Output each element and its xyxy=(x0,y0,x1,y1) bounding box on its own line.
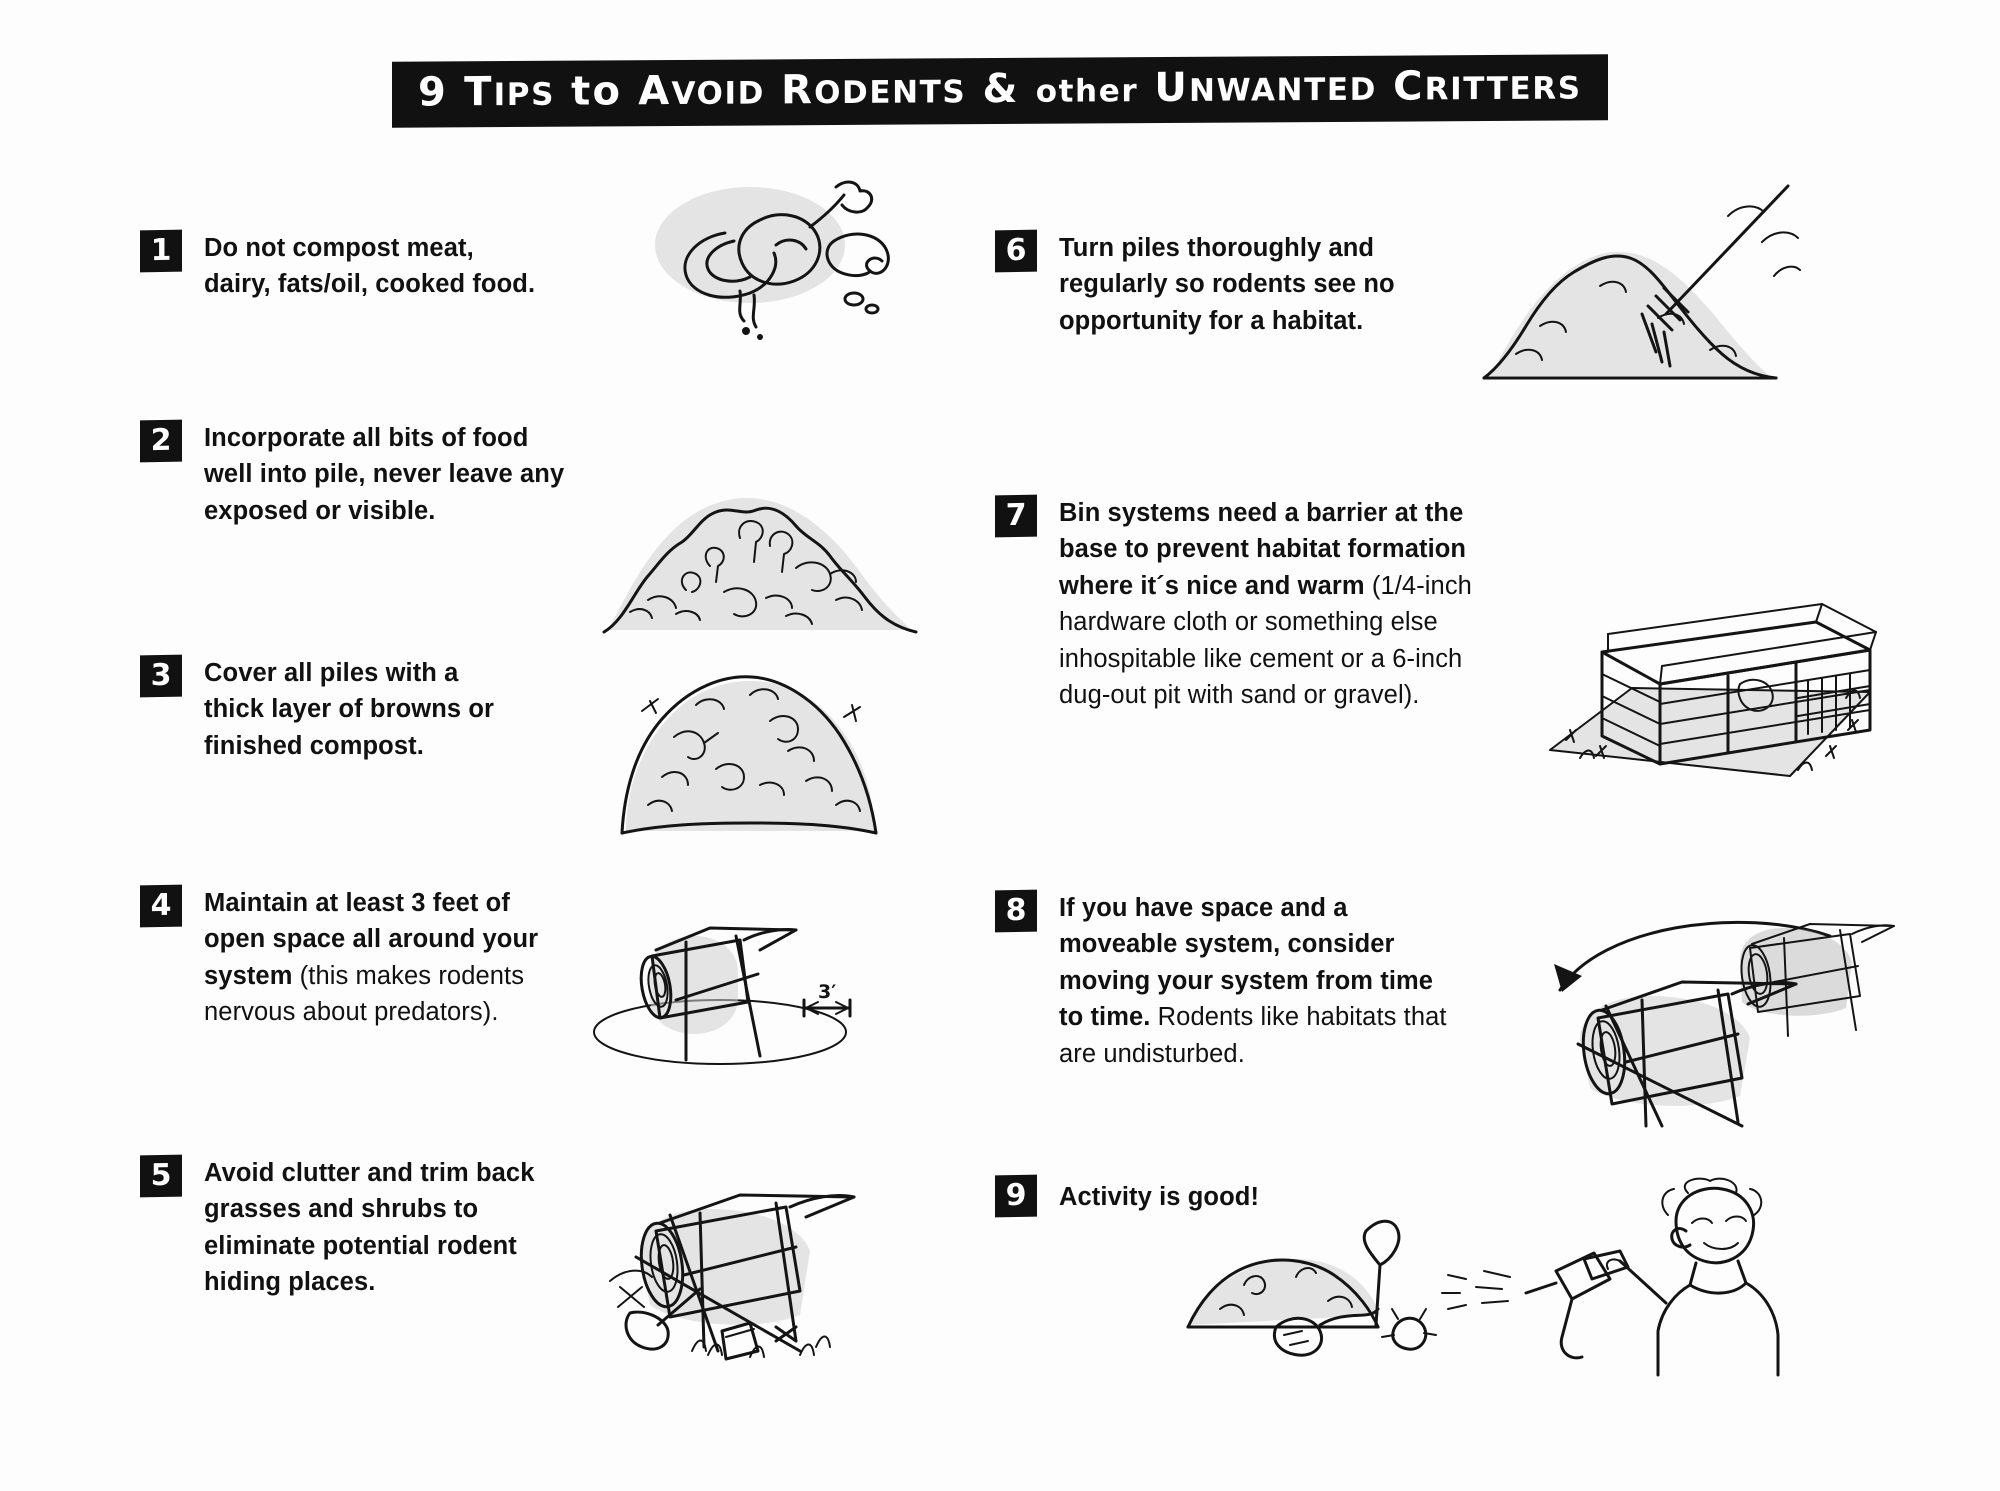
illustration-tip-2 xyxy=(590,480,930,650)
tip-7-number: 7 xyxy=(995,495,1037,538)
illustration-tip-7 xyxy=(1540,580,1880,810)
tip-2-bold: Incorporate all bits of food well into pile, never leave any exposed or visible. xyxy=(204,424,565,525)
tip-8-bold: If you have space and a moveable system, consider moving your system from time to time. xyxy=(1059,894,1434,1032)
title-part-5: R xyxy=(765,67,815,114)
tip-6-text xyxy=(1059,230,1415,339)
tip-8-regular: Rodents like habitats that are undisturbed. xyxy=(1059,1003,1447,1068)
tip-5 xyxy=(140,1155,570,1301)
tip-2-text xyxy=(204,420,570,529)
illustration-tip-5 xyxy=(600,1155,930,1375)
title-part-4: VOID xyxy=(671,75,766,113)
tip-4-bold: Maintain at least 3 feet of open space all around your system xyxy=(204,889,539,990)
page-title xyxy=(0,58,2000,124)
title-part-10: NWANTED xyxy=(1189,71,1378,109)
title-part-6: ODENTS xyxy=(814,74,967,112)
illustration-tip-4 xyxy=(590,880,950,1080)
title-part-8: other xyxy=(1035,73,1139,110)
tip-7 xyxy=(995,495,1475,714)
tip-4-number: 4 xyxy=(140,885,182,928)
tip-4-regular: (this makes rodents nervous about predators). xyxy=(204,961,525,1027)
title-part-7: & xyxy=(966,65,1036,113)
tip-1 xyxy=(140,230,540,303)
illustration-tip-8 xyxy=(1540,900,1900,1130)
title-part-3: to A xyxy=(555,68,672,115)
tip-1-bold: Do not compost meat, dairy, fats/oil, cooked food. xyxy=(204,234,536,299)
title-bar xyxy=(392,54,1608,127)
title-part-11: C xyxy=(1377,63,1425,110)
tip-2-number: 2 xyxy=(140,420,182,463)
tip-6-number: 6 xyxy=(995,230,1037,273)
title-part-9: U xyxy=(1138,64,1190,112)
tip-7-bold: Bin systems need a barrier at the base to prevent habitat formation where it´s nice and warm xyxy=(1059,499,1467,600)
tip-1-number: 1 xyxy=(140,230,182,273)
tip-7-regular: (1/4-inch hardware cloth or something else inhospitable like cement or a 6-inch dug-out pit with sand or gravel). xyxy=(1059,571,1472,710)
tip-5-bold: Avoid clutter and trim back grasses and shrubs to eliminate potential rodent hiding places. xyxy=(204,1159,535,1297)
tip-3-text xyxy=(204,655,520,764)
title-part-1: 9 T xyxy=(418,69,494,116)
tip-3 xyxy=(140,655,520,764)
dimension-label: 3′ xyxy=(818,981,837,1003)
title-part-2: IPS xyxy=(493,76,556,114)
tip-6 xyxy=(995,230,1415,339)
title-part-12: RITTERS xyxy=(1424,70,1582,108)
tip-7-text xyxy=(1059,495,1475,714)
tip-3-bold: Cover all piles with a thick layer of browns or finished compost. xyxy=(204,659,495,760)
tip-8-number: 8 xyxy=(995,890,1037,933)
tip-2 xyxy=(140,420,570,529)
tip-5-number: 5 xyxy=(140,1155,182,1198)
tip-8-text xyxy=(1059,890,1455,1072)
illustration-tip-1 xyxy=(630,175,920,365)
tip-9-bold: Activity is good! xyxy=(1059,1183,1260,1211)
tip-4-text xyxy=(204,885,540,1031)
illustration-tip-6 xyxy=(1470,180,1810,400)
tip-1-text xyxy=(204,230,540,303)
tip-3-number: 3 xyxy=(140,655,182,698)
illustration-tip-3 xyxy=(600,655,900,845)
tip-5-text xyxy=(204,1155,570,1301)
tip-8 xyxy=(995,890,1455,1072)
illustration-tip-9 xyxy=(1180,1175,1800,1375)
tip-4 xyxy=(140,885,540,1031)
tip-6-bold: Turn piles thoroughly and regularly so rodents see no opportunity for a habitat. xyxy=(1059,234,1395,335)
tip-9-number: 9 xyxy=(995,1175,1037,1218)
